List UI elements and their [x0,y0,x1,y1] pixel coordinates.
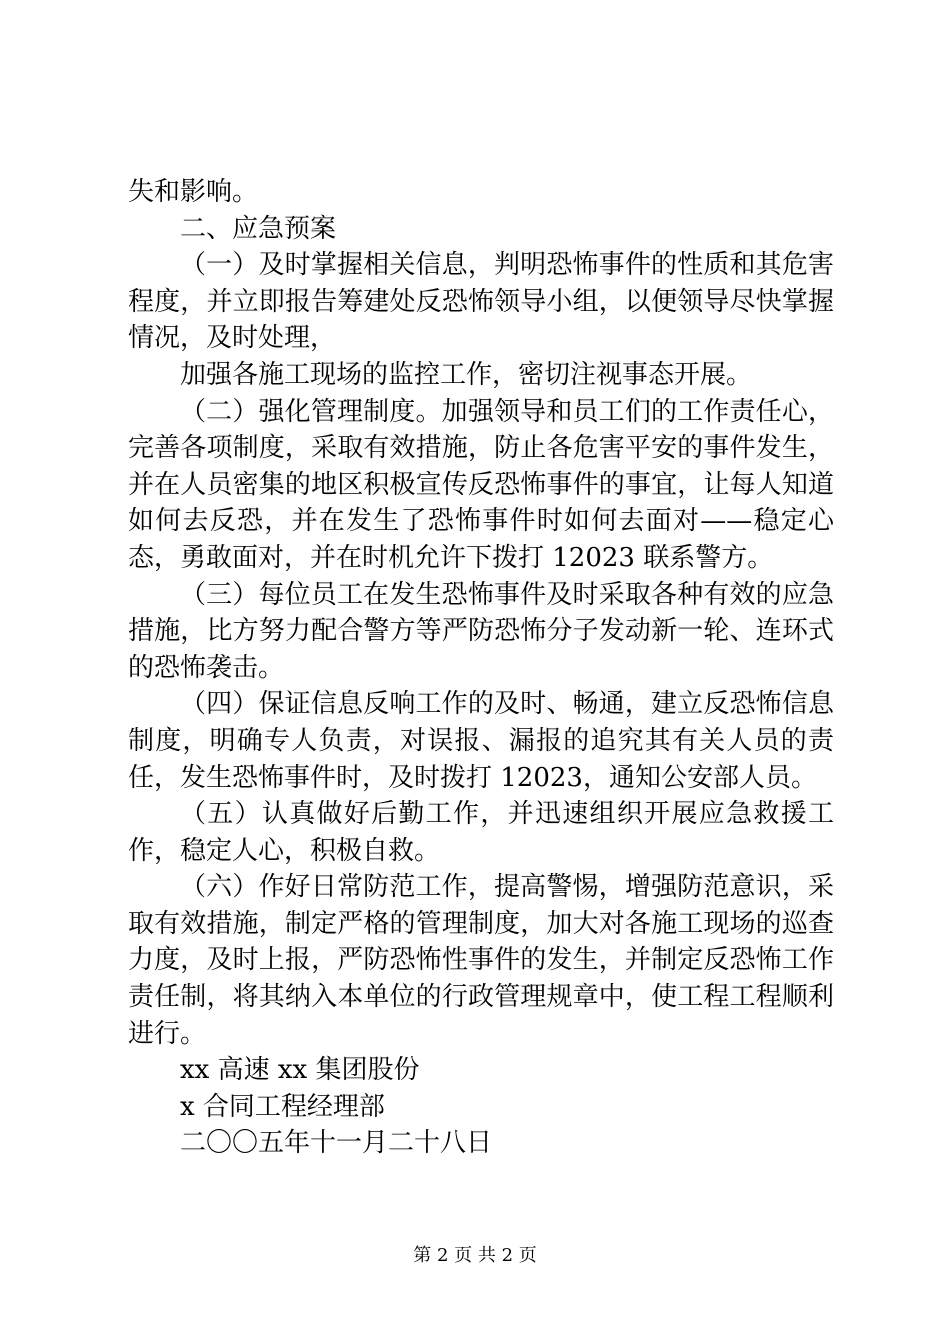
paragraph-item-2: （二）强化管理制度。加强领导和员工们的工作责任心，完善各项制度，采取有效措施，防止各危害平安的事件发生，并在人员密集的地区积极宣传反恐怖事件的事宜，让每人知道如何去反恐，并在发生了恐怖事件时如何去面对——稳定心态，勇敢面对，并在时机允许下拨打 12023 联系警方。 [128,396,834,573]
paragraph-item-3: （三）每位员工在发生恐怖事件及时采取各种有效的应急措施，比方努力配合警方等严防恐怖分子发动新一轮、连环式的恐怖袭击。 [128,579,834,683]
paragraph-monitoring: 加强各施工现场的监控工作，密切注视事态开展。 [180,359,753,390]
paragraph-item-5: （五）认真做好后勤工作，并迅速组织开展应急救援工作，稳定人心，积极自救。 [128,799,834,866]
signature-company: xx 高速 xx 集团股份 [180,1055,420,1086]
signature-department: x 合同工程经理部 [180,1091,385,1122]
paragraph-item-6: （六）作好日常防范工作，提高警惕，增强防范意识，采取有效措施，制定严格的管理制度，加大对各施工现场的巡查力度，及时上报，严防恐怖性事件的发生，并制定反恐怖工作责任制，将其纳入本单位的行政管理规章中，使工程工程顺利进行。 [128,872,834,1049]
document-body [128,174,834,1162]
page-footer [0,1244,950,1268]
paragraph-item-4: （四）保证信息反响工作的及时、畅通，建立反恐怖信息制度，明确专人负责，对误报、漏报的追究其有关人员的责任，发生恐怖事件时，及时拨打 12023，通知公安部人员。 [128,689,834,793]
paragraph-continuation: 失和影响。 [128,177,259,207]
section-heading-emergency-plan: 二、应急预案 [180,213,337,244]
signature-date: 二〇〇五年十一月二十八日 [180,1128,493,1159]
paragraph-item-1: （一）及时掌握相关信息，判明恐怖事件的性质和其危害程度，并立即报告筹建处反恐怖领导小组，以便领导尽快掌握情况，及时处理， [128,250,834,354]
page-number-label: 第 2 页 共 2 页 [413,1245,537,1266]
